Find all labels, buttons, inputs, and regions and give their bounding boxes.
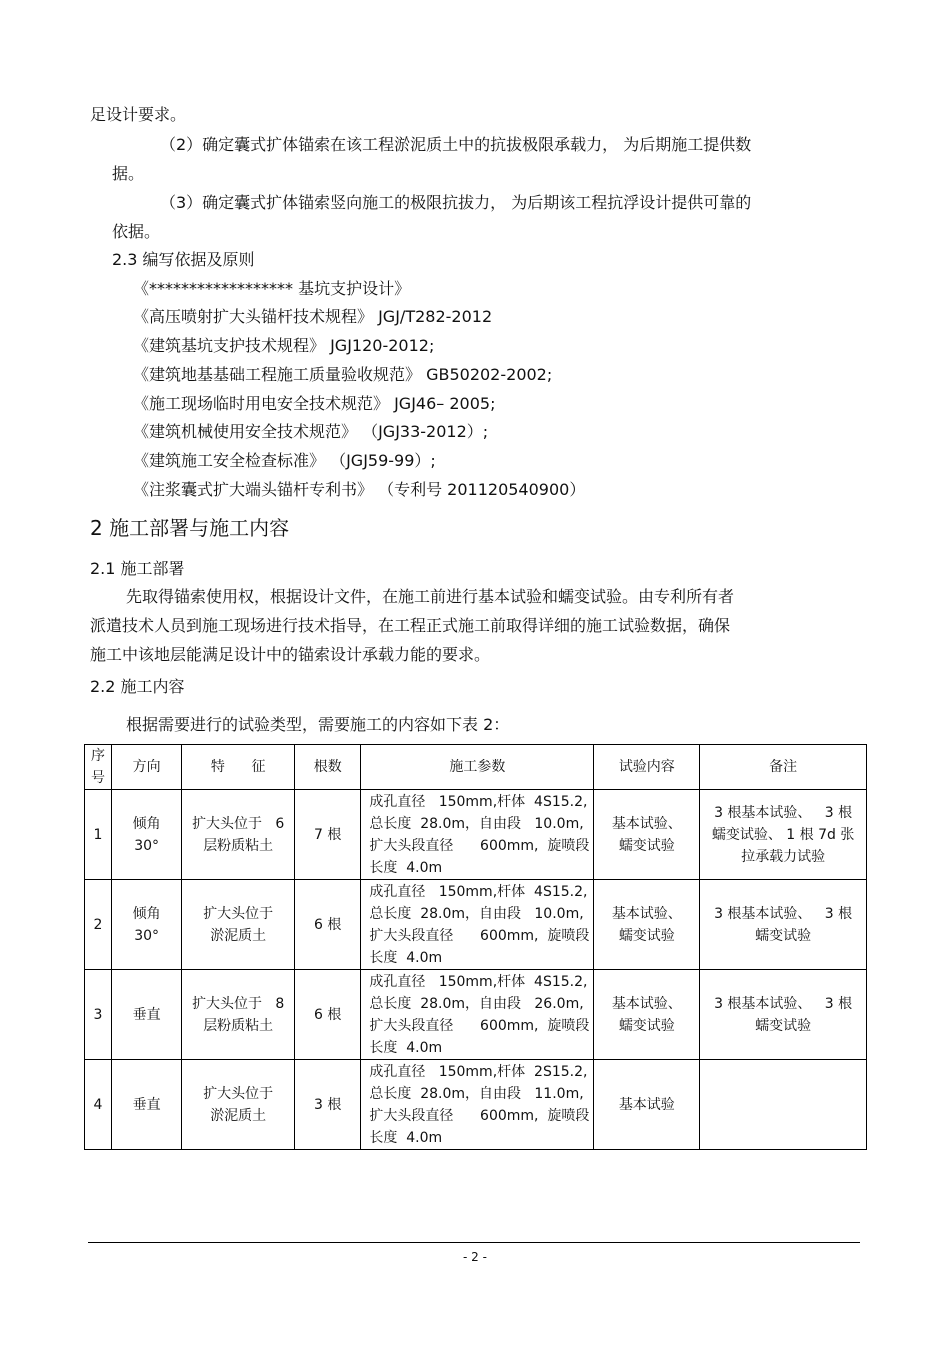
header-seq: 序 号 — [85, 745, 112, 790]
cell-direction: 倾角 30° — [111, 880, 181, 970]
cell-test: 基本试验、 蠕变试验 — [594, 970, 700, 1060]
table-row — [85, 880, 867, 970]
basis-ref: 《建筑基坑支护技术规程》 JGJ120-2012; — [133, 336, 435, 355]
cell-seq: 4 — [85, 1060, 112, 1150]
header-remark: 备注 — [700, 745, 867, 790]
basis-ref: 《****************** 基坑支护设计》 — [133, 279, 411, 298]
intro-line-2: （2）确定囊式扩体锚索在该工程淤泥质土中的抗拔极限承载力， 为后期施工提供数 — [160, 135, 752, 154]
cell-count: 6 根 — [295, 970, 361, 1060]
cell-remark: 3 根基本试验、 3 根 蠕变试验 — [700, 880, 867, 970]
basis-ref: 《建筑施工安全检查标准》 （JGJ59-99）; — [133, 451, 436, 470]
table-row — [85, 790, 867, 880]
paragraph-line: 派遣技术人员到施工现场进行技术指导，在工程正式施工前取得详细的施工试验数据，确保 — [90, 616, 731, 635]
cell-remark — [700, 1060, 867, 1150]
table-header-row — [85, 745, 867, 790]
intro-line-5: 依据。 — [112, 222, 161, 241]
intro-line-1: 足设计要求。 — [90, 105, 187, 124]
basis-heading: 2.3 编写依据及原则 — [112, 250, 255, 269]
intro-line-4: （3）确定囊式扩体锚索竖向施工的极限抗拔力， 为后期该工程抗浮设计提供可靠的 — [160, 193, 752, 212]
cell-test: 基本试验、 蠕变试验 — [594, 790, 700, 880]
cell-count: 3 根 — [295, 1060, 361, 1150]
table-intro: 根据需要进行的试验类型，需要施工的内容如下表 2： — [126, 715, 510, 734]
section-title: 2 施工部署与施工内容 — [90, 516, 290, 540]
header-params: 施工参数 — [361, 745, 594, 790]
cell-params: 成孔直径 150mm,杆体 4S15.2, 总长度 28.0m，自由段 10.0m, 扩大头段直径 600mm, 旋喷段 长度 4.0m — [361, 880, 594, 970]
footer-rule — [88, 1242, 860, 1243]
cell-seq: 2 — [85, 880, 112, 970]
subsection-heading: 2.1 施工部署 — [90, 559, 185, 578]
cell-params: 成孔直径 150mm,杆体 4S15.2, 总长度 28.0m，自由段 10.0m, 扩大头段直径 600mm, 旋喷段 长度 4.0m — [361, 790, 594, 880]
cell-seq: 3 — [85, 970, 112, 1060]
cell-remark: 3 根基本试验、 3 根 蠕变试验 — [700, 970, 867, 1060]
basis-ref: 《高压喷射扩大头锚杆技术规程》 JGJ/T282-2012 — [133, 307, 493, 326]
basis-ref: 《注浆囊式扩大端头锚杆专利书》 （专利号 201120540900） — [133, 480, 586, 499]
header-count: 根数 — [295, 745, 361, 790]
basis-ref: 《建筑机械使用安全技术规范》 （JGJ33-2012）; — [133, 422, 489, 441]
header-test: 试验内容 — [594, 745, 700, 790]
cell-direction: 倾角 30° — [111, 790, 181, 880]
cell-test: 基本试验 — [594, 1060, 700, 1150]
page-number: - 2 - — [463, 1250, 487, 1264]
table-row — [85, 1060, 867, 1150]
basis-ref: 《建筑地基基础工程施工质量验收规范》 GB50202-2002; — [133, 365, 553, 384]
cell-test: 基本试验、 蠕变试验 — [594, 880, 700, 970]
cell-seq: 1 — [85, 790, 112, 880]
header-direction: 方向 — [111, 745, 181, 790]
basis-ref: 《施工现场临时用电安全技术规范》 JGJ46– 2005; — [133, 394, 496, 413]
cell-params: 成孔直径 150mm,杆体 2S15.2, 总长度 28.0m，自由段 11.0m, 扩大头段直径 600mm, 旋喷段 长度 4.0m — [361, 1060, 594, 1150]
header-feature: 特 征 — [182, 745, 295, 790]
subsection-heading: 2.2 施工内容 — [90, 677, 185, 696]
cell-feature: 扩大头位于 8 层粉质粘土 — [182, 970, 295, 1060]
intro-line-3: 据。 — [112, 164, 145, 183]
construction-table — [84, 744, 867, 1150]
cell-params: 成孔直径 150mm,杆体 4S15.2, 总长度 28.0m，自由段 26.0m, 扩大头段直径 600mm, 旋喷段 长度 4.0m — [361, 970, 594, 1060]
cell-count: 7 根 — [295, 790, 361, 880]
cell-direction: 垂直 — [111, 970, 181, 1060]
paragraph-line: 先取得锚索使用权，根据设计文件，在施工前进行基本试验和蠕变试验。由专利所有者 — [126, 587, 735, 606]
cell-remark: 3 根基本试验、 3 根 蠕变试验、 1 根 7d 张 拉承载力试验 — [700, 790, 867, 880]
cell-count: 6 根 — [295, 880, 361, 970]
cell-feature: 扩大头位于 6 层粉质粘土 — [182, 790, 295, 880]
cell-feature: 扩大头位于 淤泥质土 — [182, 880, 295, 970]
cell-direction: 垂直 — [111, 1060, 181, 1150]
paragraph-line: 施工中该地层能满足设计中的锚索设计承载力能的要求。 — [90, 645, 491, 664]
cell-feature: 扩大头位于 淤泥质土 — [182, 1060, 295, 1150]
table-row — [85, 970, 867, 1060]
